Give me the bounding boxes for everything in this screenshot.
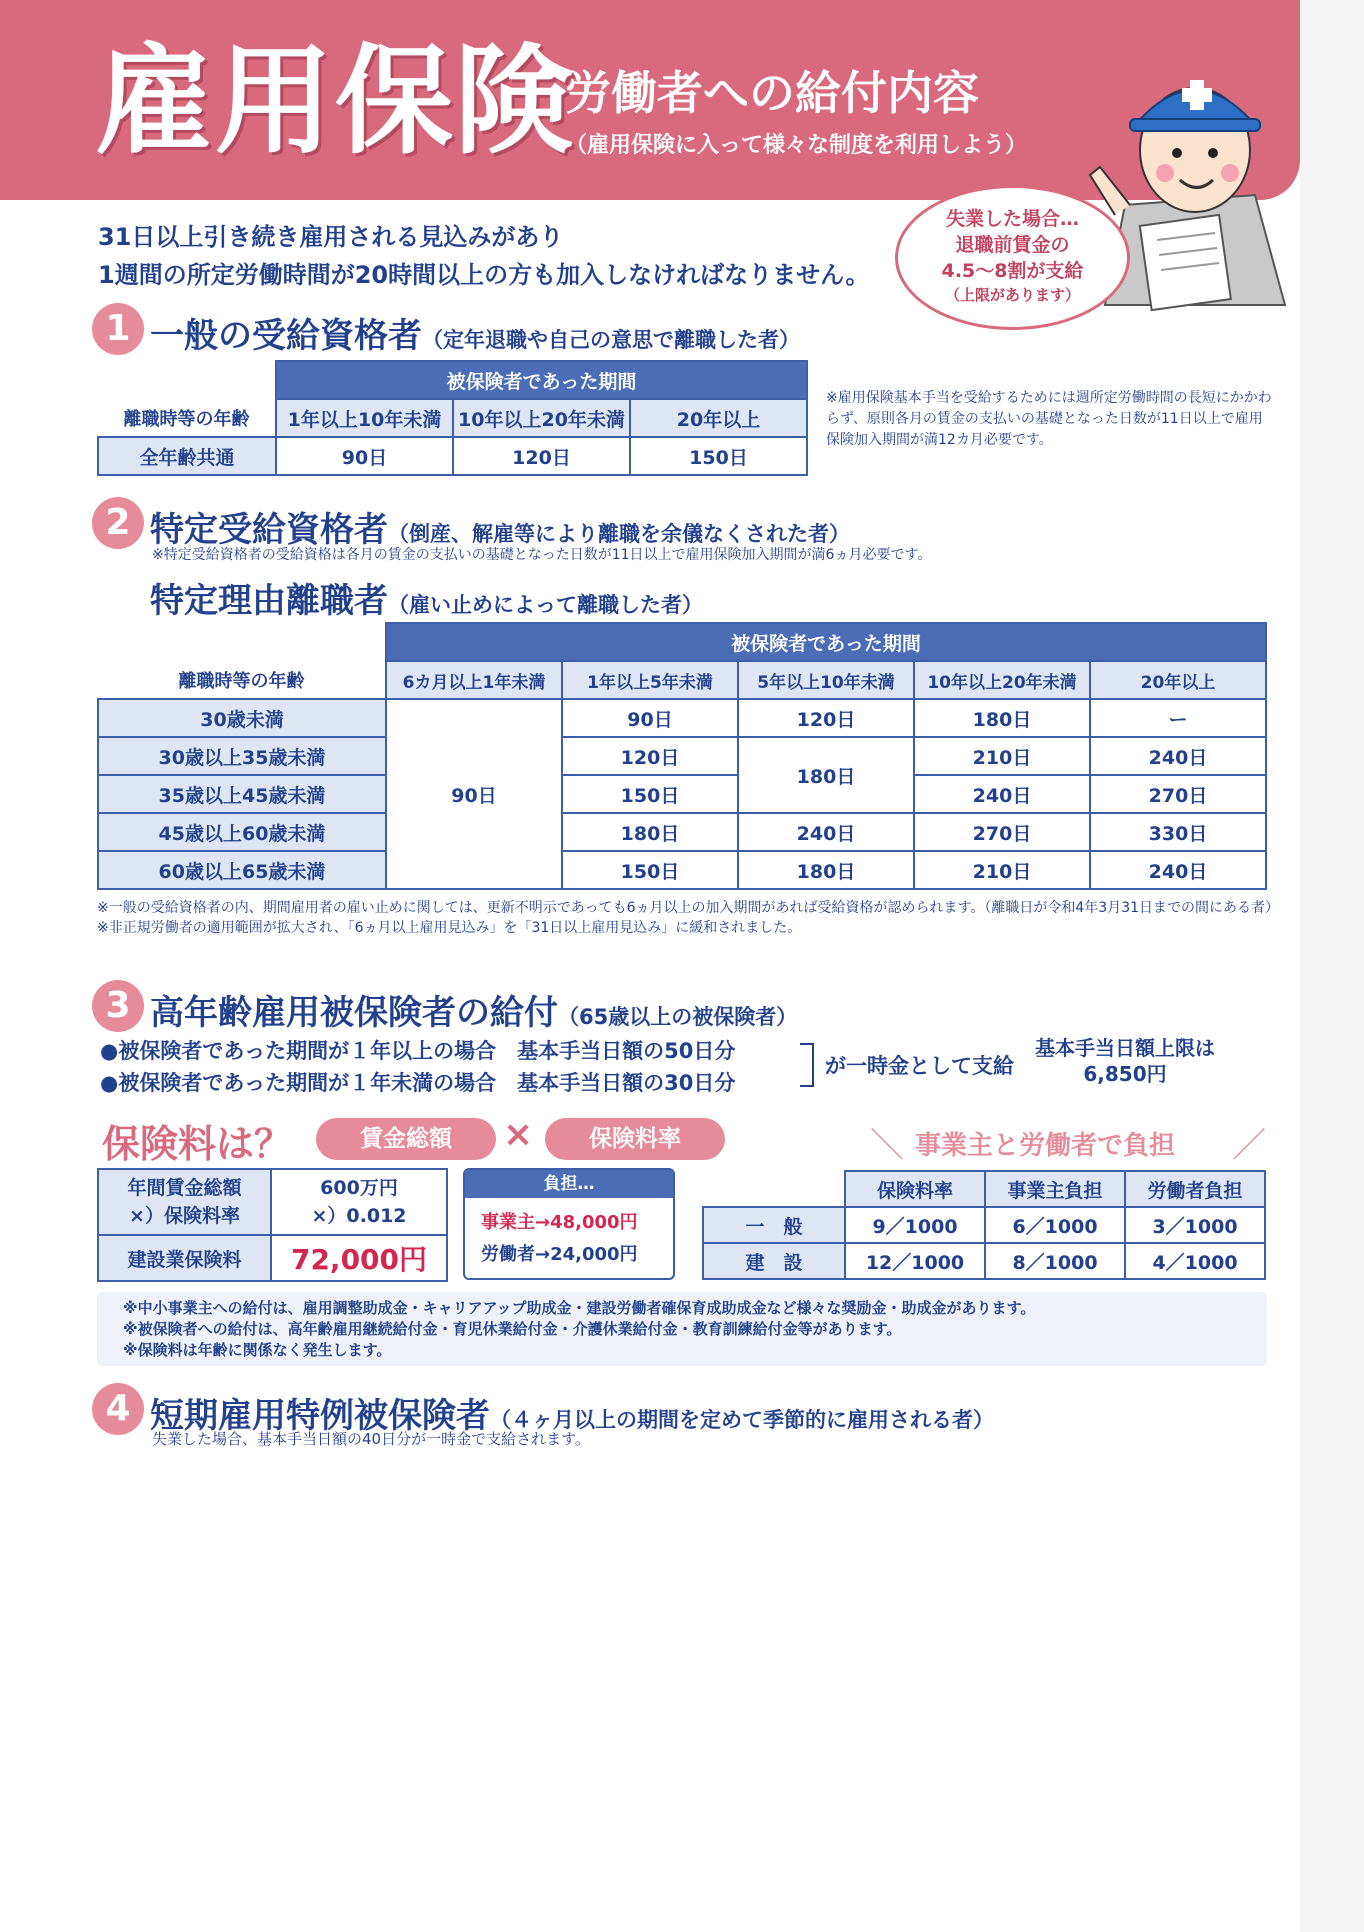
premium-title: 保険料は？ xyxy=(102,1122,293,1166)
premium-calc-table xyxy=(97,1168,448,1282)
section2-subtitle xyxy=(150,573,703,622)
premium-note1: ※中小事業主への給付は、雇用調整助成金・キャリアアップ助成金・建設労働者確保育成助成金など様々な奨励金・助成金があります。 xyxy=(123,1299,1036,1317)
burden-worker: 労働者→24,000円 xyxy=(481,1244,638,1265)
bubble-line1: 失業した場合… xyxy=(945,208,1079,230)
page-subtitle: 労働者への給付内容 xyxy=(565,66,979,120)
general-benefit-table xyxy=(97,360,808,476)
calc-values xyxy=(271,1169,447,1235)
table2-row5-c4: 240日 xyxy=(1090,851,1266,889)
rate-row1-v1: 9／1000 xyxy=(845,1207,985,1243)
section2-title xyxy=(150,502,850,551)
rate-row2-v1: 12／1000 xyxy=(845,1243,985,1279)
premium-notes-box xyxy=(97,1292,1267,1366)
table2-col1: 6カ月以上1年未満 xyxy=(386,661,562,699)
table2-row1-c3: 180日 xyxy=(914,699,1090,737)
section2-number: 2 xyxy=(92,497,144,549)
table2-row2-c3: 210日 xyxy=(914,737,1090,775)
rate-row2-v2: 8／1000 xyxy=(985,1243,1125,1279)
page-margin xyxy=(1300,0,1364,1932)
table2-row4-c4: 330日 xyxy=(1090,813,1266,851)
section3-number: 3 xyxy=(92,980,144,1032)
calc-labels xyxy=(98,1169,271,1235)
table2-row3-c4: 270日 xyxy=(1090,775,1266,813)
share-title: 事業主と労働者で負担 xyxy=(915,1131,1176,1161)
burden-employer: 事業主→48,000円 xyxy=(481,1212,638,1233)
rate-row2-label: 建 設 xyxy=(703,1243,845,1279)
bubble-line4: （上限があります） xyxy=(944,286,1080,304)
table2-row5-c3: 210日 xyxy=(914,851,1090,889)
rate-row1-v2: 6／1000 xyxy=(985,1207,1125,1243)
table2-row2-c4: 240日 xyxy=(1090,737,1266,775)
slash-right-decor: ／ xyxy=(1232,1126,1266,1166)
section3-limit-value: 6,850円 xyxy=(1083,1062,1167,1086)
table2-col3: 5年以上10年未満 xyxy=(738,661,914,699)
table1-col1: 1年以上10年未満 xyxy=(276,399,453,437)
section3-title-paren: （65歳以上の被保険者） xyxy=(558,1005,798,1029)
table2-row3-c3: 240日 xyxy=(914,775,1090,813)
intro-line1: 31日以上引き続き雇用される見込みがあり xyxy=(98,223,564,251)
table2-merged-6m: 90日 xyxy=(386,699,562,889)
section3-benefit1: ●被保険者であった期間が１年以上の場合 基本手当日額の50日分 xyxy=(100,1039,736,1063)
section3-limit-label: 基本手当日額上限は xyxy=(1035,1036,1215,1060)
section2-subtitle-paren: （雇い止めによって離職した者） xyxy=(388,593,703,617)
calc-label3: 建設業保険料 xyxy=(98,1235,271,1281)
intro-text xyxy=(98,218,870,294)
rate-header1: 保険料率 xyxy=(845,1171,985,1207)
table1-value2: 120日 xyxy=(453,437,630,475)
table1-period-header: 被保険者であった期間 xyxy=(276,361,807,399)
intro-line2: 1週間の所定労働時間が20時間以上の方も加入しなければなりません。 xyxy=(98,261,870,289)
calc-label1: 年間賃金総額 xyxy=(127,1177,242,1199)
burden-box xyxy=(463,1168,675,1280)
premium-note2: ※被保険者への給付は、高年齢雇用継続給付金・育児休業給付金・介護休業給付金・教育訓練給付金等があります。 xyxy=(123,1320,902,1338)
table2-row4-c2: 240日 xyxy=(738,813,914,851)
section2-title-text: 特定受給資格者 xyxy=(150,510,388,550)
rate-row1-v3: 3／1000 xyxy=(1125,1207,1265,1243)
table2-row5-age: 60歳以上65歳未満 xyxy=(98,851,386,889)
premium-rate-table xyxy=(702,1170,1266,1280)
section1-title-text: 一般の受給資格者 xyxy=(150,316,422,356)
premium-rate-pill: 保険料率 xyxy=(545,1118,725,1160)
calc-result: 72,000円 xyxy=(271,1235,447,1281)
table2-col4: 10年以上20年未満 xyxy=(914,661,1090,699)
table2-row1-c4: ー xyxy=(1090,699,1266,737)
benefit-speech-bubble xyxy=(895,185,1130,330)
page-title-note: （雇用保険に入って様々な制度を利用しよう） xyxy=(565,133,1028,158)
calc-value1: 600万円 xyxy=(320,1177,398,1199)
rate-header3: 労働者負担 xyxy=(1125,1171,1265,1207)
table2-row5-c1: 150日 xyxy=(562,851,738,889)
table2-row1-c1: 90日 xyxy=(562,699,738,737)
section3-benefit2: ●被保険者であった期間が１年未満の場合 基本手当日額の30日分 xyxy=(100,1071,736,1095)
section4-number: 4 xyxy=(92,1383,144,1435)
rate-row2-v3: 4／1000 xyxy=(1125,1243,1265,1279)
section2-title-paren: （倒産、解雇等により離職を余儀なくされた者） xyxy=(388,522,850,546)
table1-col2: 10年以上20年未満 xyxy=(453,399,630,437)
calc-value2: ×）0.012 xyxy=(311,1205,407,1227)
table2-row4-c3: 270日 xyxy=(914,813,1090,851)
section4-title-paren: （４ヶ月以上の期間を定めて季節的に雇用される者） xyxy=(490,1408,994,1432)
table2-row1-age: 30歳未満 xyxy=(98,699,386,737)
bracket-divider xyxy=(800,1043,814,1087)
table2-row5-c2: 180日 xyxy=(738,851,914,889)
table2-period-header: 被保険者であった期間 xyxy=(386,623,1266,661)
table2-col5: 20年以上 xyxy=(1090,661,1266,699)
page-title: 雇用保険 xyxy=(95,32,576,170)
premium-note3: ※保険料は年齢に関係なく発生します。 xyxy=(123,1341,392,1359)
specific-benefit-table xyxy=(97,622,1267,890)
section3-lump-sum: が一時金として支給 xyxy=(825,1054,1014,1078)
table2-row4-c1: 180日 xyxy=(562,813,738,851)
table1-age-header: 離職時等の年齢 xyxy=(123,408,250,430)
section3-title-text: 高年齢雇用被保険者の給付 xyxy=(150,993,558,1033)
slash-left-decor: ＼ xyxy=(870,1126,904,1166)
multiply-sign: × xyxy=(503,1114,534,1155)
table1-row-label: 全年齢共通 xyxy=(98,437,276,475)
section3-benefits xyxy=(100,1035,735,1099)
section3-title xyxy=(150,985,797,1034)
rate-header2: 事業主負担 xyxy=(985,1171,1125,1207)
calc-label2: ×）保険料率 xyxy=(129,1205,240,1227)
burden-header: 負担… xyxy=(465,1170,673,1198)
section3-limit xyxy=(1035,1035,1215,1087)
table2-row3-c1: 150日 xyxy=(562,775,738,813)
wage-total-pill: 賃金総額 xyxy=(316,1118,496,1160)
bubble-line2: 退職前賃金の xyxy=(955,234,1070,256)
table2-row1-c2: 120日 xyxy=(738,699,914,737)
section2-footnote2: ※非正規労働者の適用範囲が拡大され、「6ヵ月以上雇用見込み」を「31日以上雇用見込み」に緩和されました。 xyxy=(97,920,802,936)
table2-age-header: 離職時等の年齢 xyxy=(178,670,305,692)
section2-footnote1: ※一般の受給資格者の内、期間雇用者の雇い止めに関しては、更新不明示であっても6ヵ月以上の加入期間があれば受給資格が認められます。（離職日が令和4年3月31日までの間にある者） xyxy=(97,900,1280,916)
section2-note: ※特定受給資格者の受給資格は各月の賃金の支払いの基礎となった日数が11日以上で雇用保険加入期間が満6ヵ月必要です。 xyxy=(152,547,932,563)
section2-subtitle-text: 特定理由離職者 xyxy=(150,581,388,621)
section1-title xyxy=(150,308,800,357)
rate-row1-label: 一 般 xyxy=(703,1207,845,1243)
section1-title-paren: （定年退職や自己の意思で離職した者） xyxy=(422,328,800,352)
section4-title-text: 短期雇用特例被保険者 xyxy=(150,1396,490,1436)
table1-col3: 20年以上 xyxy=(630,399,807,437)
section1-number: 1 xyxy=(92,303,144,355)
table2-row3-age: 35歳以上45歳未満 xyxy=(98,775,386,813)
table2-row2-c1: 120日 xyxy=(562,737,738,775)
section4-note: 失業した場合、基本手当日額の40日分が一時金で支給されます。 xyxy=(152,1430,590,1448)
bubble-line3: 4.5〜8割が支給 xyxy=(941,260,1084,282)
section1-side-note: ※雇用保険基本手当を受給するためには週所定労働時間の長短にかかわらず、原則各月の賃金の支払いの基礎となった日数が11日以上で雇用保険加入期間が満12カ月必要です。 xyxy=(826,390,1272,448)
table2-row2-age: 30歳以上35歳未満 xyxy=(98,737,386,775)
section2-footnotes xyxy=(97,898,1280,938)
table2-col2: 1年以上5年未満 xyxy=(562,661,738,699)
table2-row4-age: 45歳以上60歳未満 xyxy=(98,813,386,851)
table1-value3: 150日 xyxy=(630,437,807,475)
table1-value1: 90日 xyxy=(276,437,453,475)
table2-merged-5y: 180日 xyxy=(738,737,914,813)
